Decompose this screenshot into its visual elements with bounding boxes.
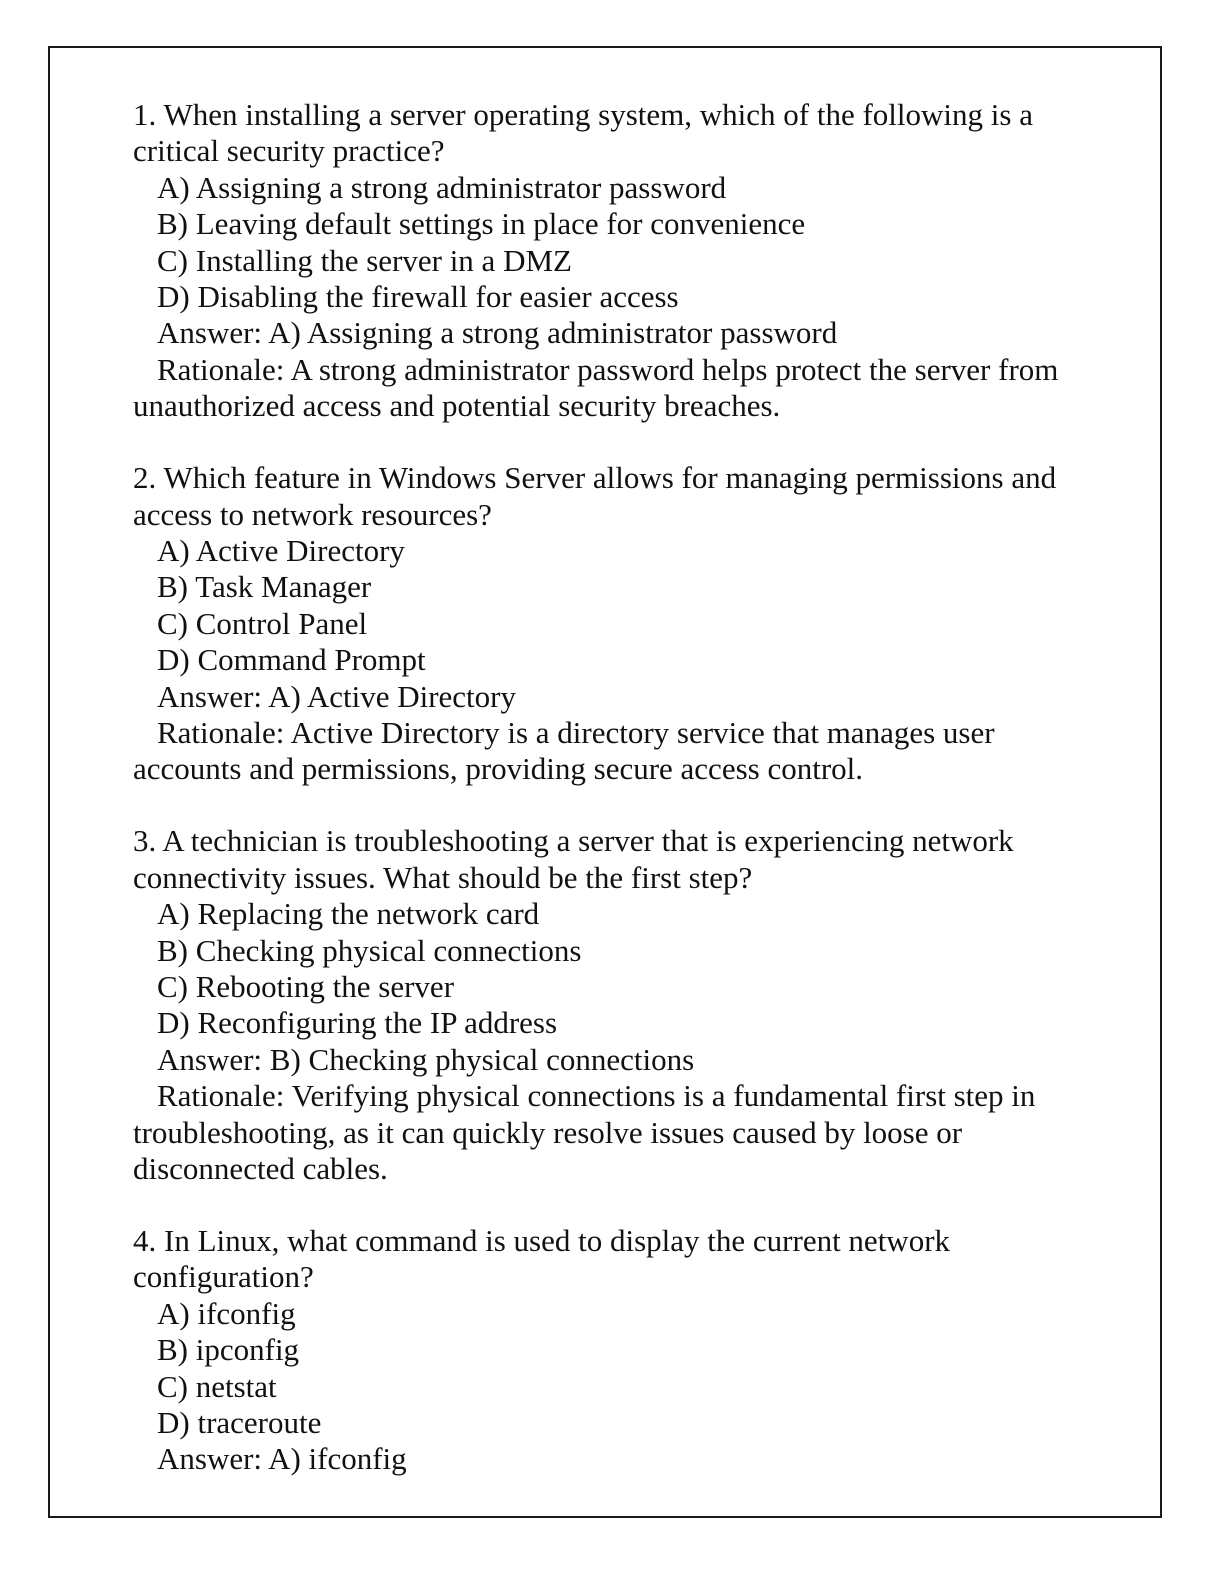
- option-c: C) Control Panel: [157, 605, 368, 641]
- option-a: A) ifconfig: [157, 1295, 296, 1331]
- option-d: D) Reconfiguring the IP address: [157, 1005, 558, 1041]
- question-2: [133, 460, 1098, 788]
- option-b: B) Leaving default settings in place for convenience: [157, 206, 806, 242]
- question-stem: 1. When installing a server operating system, which of the following is a critical security practice?: [133, 97, 1033, 169]
- option-b: B) Task Manager: [157, 569, 372, 605]
- option-d: D) Disabling the firewall for easier access: [157, 279, 679, 315]
- question-4: [133, 1223, 1098, 1478]
- question-stem: 2. Which feature in Windows Server allows for managing permissions and access to network resources?: [133, 460, 1057, 532]
- question-3: [133, 823, 1098, 1187]
- rationale: Rationale: A strong administrator password helps protect the server from unauthorized access and potential security breaches.: [133, 351, 1059, 424]
- option-c: C) Installing the server in a DMZ: [157, 242, 572, 278]
- answer: Answer: A) Assigning a strong administrator password: [157, 315, 838, 351]
- option-c: C) Rebooting the server: [157, 968, 455, 1004]
- rationale: Rationale: Verifying physical connections is a fundamental first step in troubleshooting, as it can quickly resolve issues caused by loose or disconnected cables.: [133, 1078, 1036, 1186]
- question-list: [133, 97, 1098, 1513]
- option-b: B) ipconfig: [157, 1332, 300, 1368]
- option-a: A) Active Directory: [157, 532, 405, 568]
- question-1: [133, 97, 1098, 425]
- option-d: D) traceroute: [157, 1404, 322, 1440]
- answer: Answer: A) Active Directory: [157, 678, 516, 714]
- answer: Answer: A) ifconfig: [157, 1441, 407, 1477]
- question-stem: 4. In Linux, what command is used to display the current network configuration?: [133, 1222, 951, 1295]
- question-stem: 3. A technician is troubleshooting a server that is experiencing network connectivity issues. What should be the first step?: [133, 823, 1014, 895]
- option-d: D) Command Prompt: [157, 642, 426, 678]
- option-b: B) Checking physical connections: [157, 932, 582, 968]
- rationale: Rationale: Active Directory is a directory service that manages user accounts and permissions, providing secure access control.: [133, 715, 995, 787]
- option-a: A) Assigning a strong administrator password: [157, 169, 727, 205]
- option-a: A) Replacing the network card: [157, 896, 540, 932]
- option-c: C) netstat: [157, 1368, 277, 1404]
- answer: Answer: B) Checking physical connections: [157, 1041, 695, 1077]
